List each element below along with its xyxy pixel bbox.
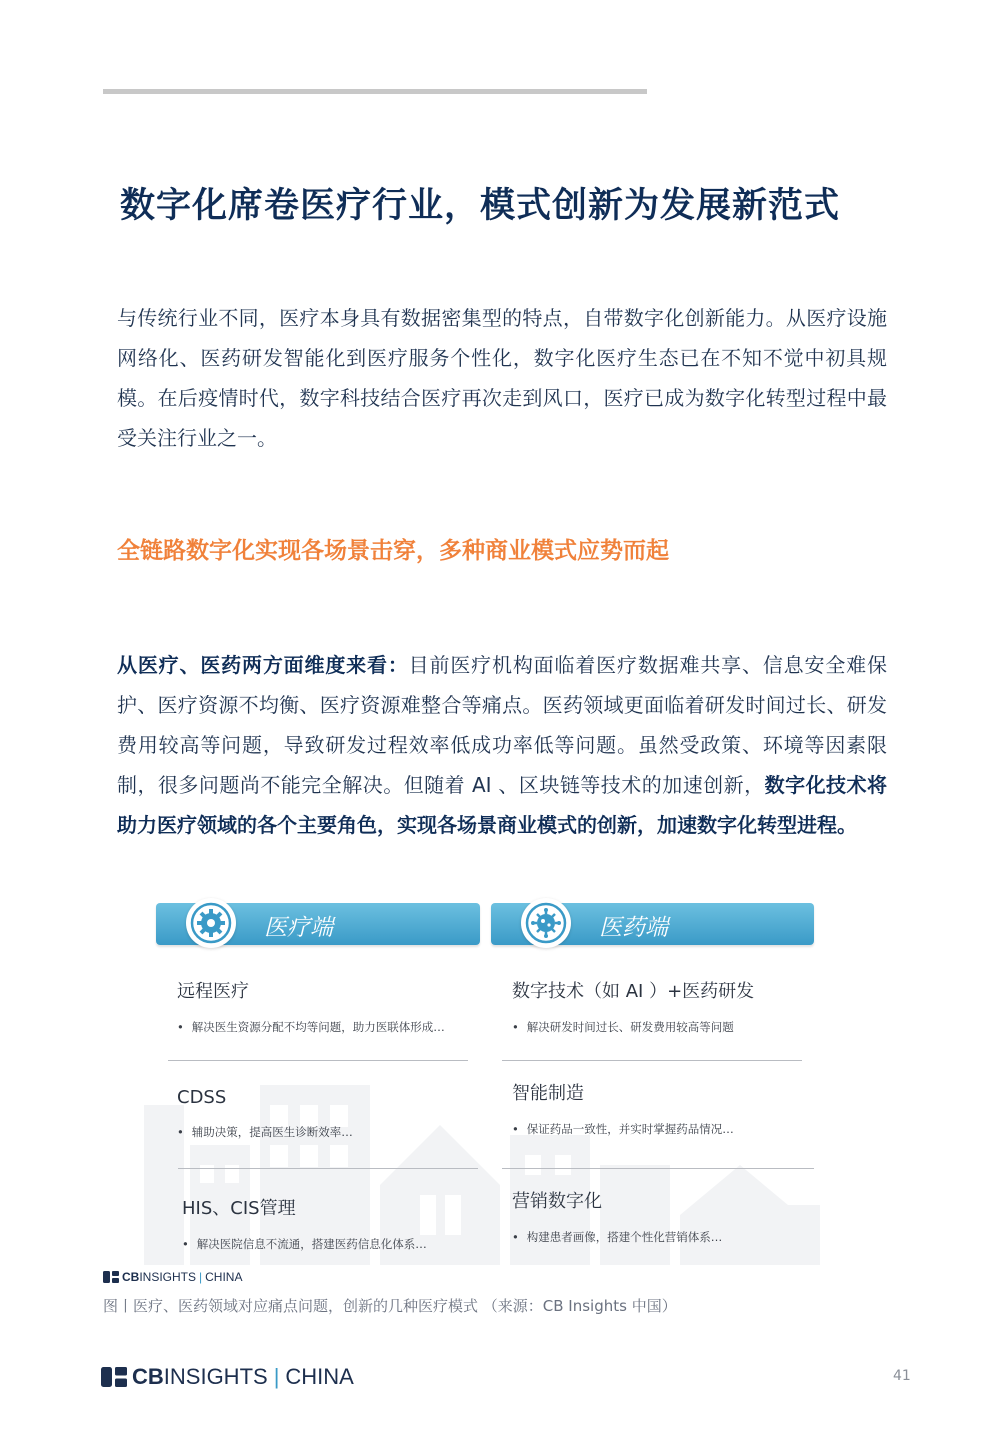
item-title: CDSS [177,1087,227,1108]
header-pharma-label: 医药端 [599,915,668,941]
logo-cb: CB [122,1270,140,1284]
divider [168,1060,468,1061]
pharma-item-ai [512,977,754,1035]
body-paragraph [117,645,887,845]
header-medical [156,903,480,945]
logo-insights: INSIGHTS [163,1364,268,1389]
header-medical-label: 医疗端 [264,915,333,941]
item-title: HIS、CIS管理 [182,1198,296,1219]
cb-logo-icon [101,1367,127,1387]
page-title: 数字化席卷医疗行业，模式创新为发展新范式 [120,186,841,226]
item-bullet: • 构建患者画像，搭建个性化营销体系… [512,1230,723,1244]
logo-china: CHINA [205,1270,243,1284]
item-bullet: • 解决医院信息不流通，搭建医药信息化体系… [182,1237,427,1251]
top-rule [103,89,647,94]
divider [502,1168,814,1169]
footer-logo [101,1364,354,1390]
cb-logo-icon [103,1271,119,1283]
medical-item-his [182,1194,427,1252]
pharma-item-manufacturing [512,1079,734,1137]
logo-cb: CB [132,1364,164,1389]
item-bullet: • 解决医生资源分配不均等问题，助力医联体形成… [177,1020,445,1034]
item-title: 数字技术（如 AI ）+医药研发 [512,981,755,1002]
gear-icon [190,902,232,944]
item-title: 智能制造 [512,1083,584,1104]
item-bullet: • 保证药品一致性，并实时掌握药品情况… [512,1122,734,1136]
pharma-badge [521,898,571,948]
body-text: 目前医疗机构面临着医疗数据难共享、信息安全难保护、医疗资源不均衡、医疗资源难整合等痛点。医药领域更面临着研发时间过长、研发费用较高等问题，导致研发过程效率低成功率低等问题。虽然受政策、环境等因素限制，很多问题尚不能完全解决。但随着 AI 、区块链等技术的加速创新， [117,653,888,797]
figure-medical-modes [140,895,840,1270]
section-heading: 全链路数字化实现各场景击穿，多种商业模式应势而起 [117,538,669,564]
item-bullet: • 解决研发时间过长、研发费用较高等问题 [512,1020,734,1034]
medical-item-remote [177,977,445,1035]
divider [502,1060,802,1061]
pharma-item-marketing [512,1187,722,1245]
body-tail-bold: 数字化技术将助力医疗领域的各个主要角色，实现各场景商业模式的创新，加速数字化转型进程。 [117,773,888,837]
figure-caption: 图丨医疗、医药领域对应痛点问题，创新的几种医疗模式 （来源：CB Insights 中国） [103,1297,677,1315]
item-bullet: • 辅助决策，提高医生诊断效率… [177,1125,353,1139]
virus-gear-icon [525,902,567,944]
intro-paragraph: 与传统行业不同，医疗本身具有数据密集型的特点，自带数字化创新能力。从医疗设施网络化、医药研发智能化到医疗服务个性化，数字化医疗生态已在不知不觉中初具规模。在后疫情时代，数字科技结合医疗再次走到风口，医疗已成为数字化转型过程中最受关注行业之一。 [117,306,887,450]
medical-badge [186,898,236,948]
page-number: 41 [893,1368,911,1384]
logo-insights: INSIGHTS [139,1270,197,1284]
logo-separator: | [273,1364,280,1389]
figure-logo [103,1269,242,1285]
item-title: 营销数字化 [512,1191,602,1212]
logo-separator: | [199,1270,203,1284]
logo-china: CHINA [285,1364,354,1389]
medical-item-cdss [177,1087,353,1140]
body-lead-bold: 从医疗、医药两方面维度来看： [117,653,409,677]
header-pharma [491,903,814,945]
divider [178,1168,478,1169]
item-title: 远程医疗 [177,981,249,1002]
